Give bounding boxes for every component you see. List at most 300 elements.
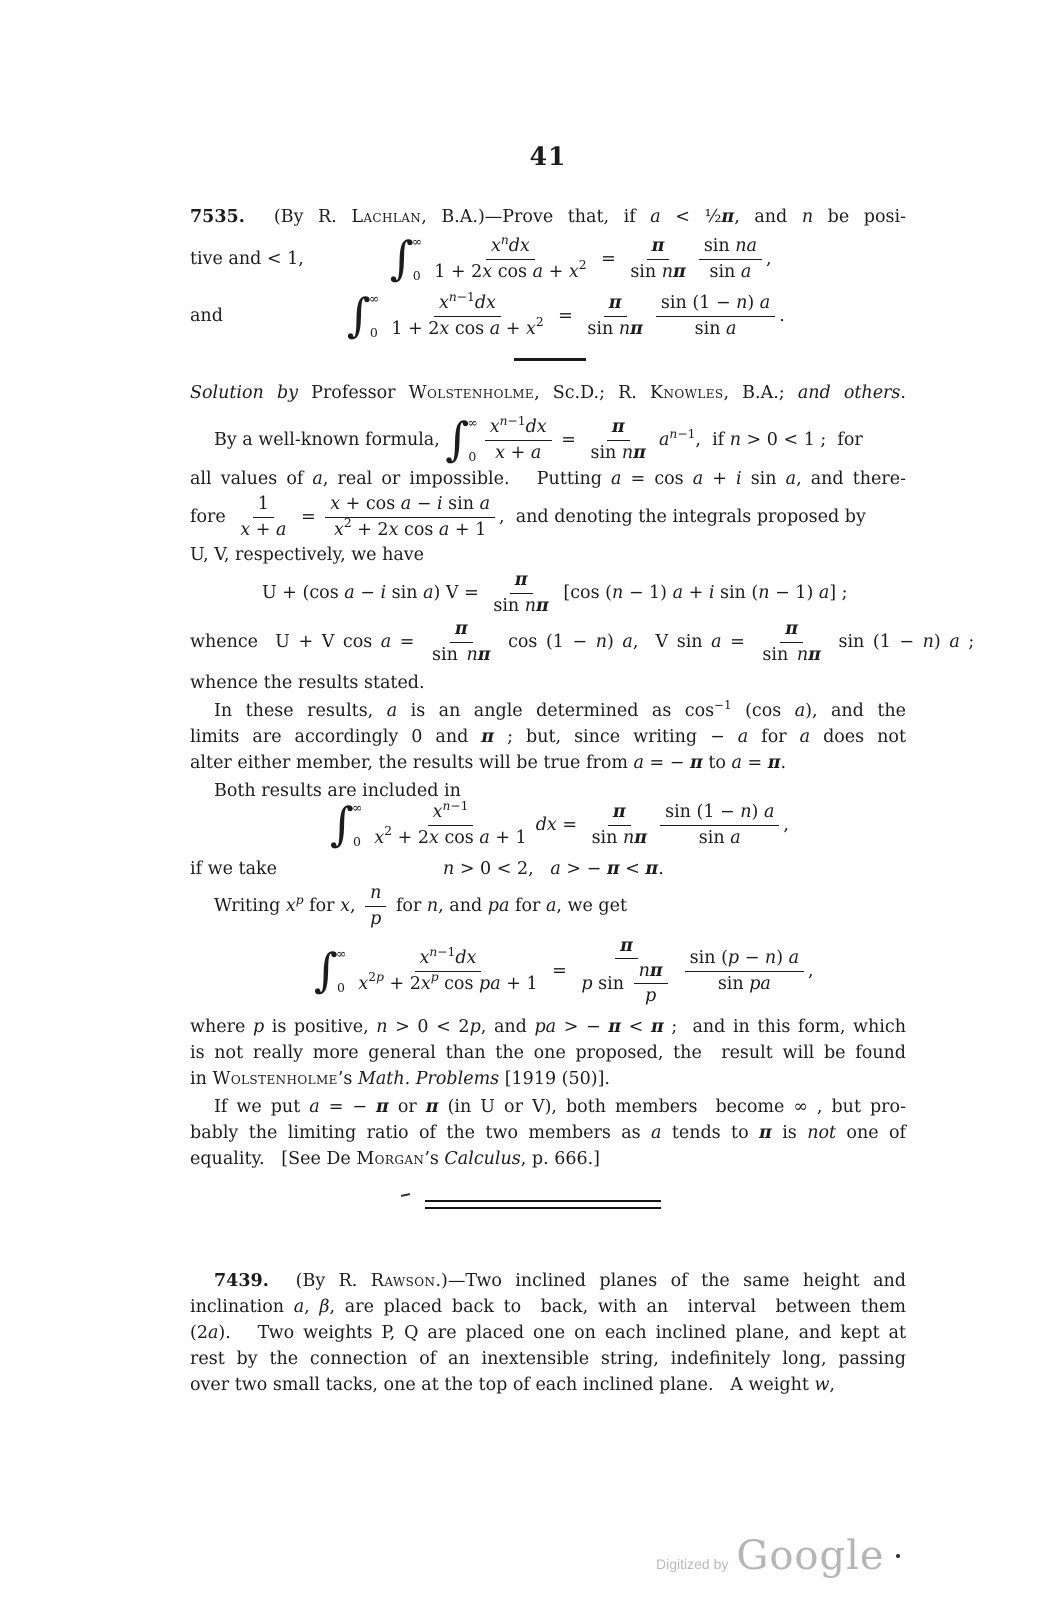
math-atom: x [495,442,506,463]
text-run: Math. Problems [357,1069,500,1089]
math-atom: a [740,261,752,282]
text-run: Knowles [649,383,724,403]
math-atom: a [726,318,737,339]
math-atom: = [595,249,622,269]
math-atom: a [759,293,771,314]
math-atom: + [683,583,709,603]
math-atom: p [370,908,382,929]
fraction [365,883,386,928]
math-atom: n [922,632,934,652]
math-atom [336,948,346,994]
math-atom: sin (1 − [829,632,923,652]
math-atom: i [708,583,715,603]
math-atom: = [552,306,579,326]
math-atom: dx [535,815,557,835]
math-atom: sin ( [714,583,759,603]
math-atom: n [429,945,438,960]
math-atom: cos [492,261,533,282]
math-atom: sin [717,973,750,994]
math-atom: −1 [437,945,456,960]
math-atom: n [796,644,809,665]
text-run: . [780,753,787,773]
section-divider-single [514,358,586,361]
math-atom: a [344,583,355,603]
text-run: n [376,1017,388,1037]
math-atom [488,594,554,616]
text-run: not [807,1123,837,1143]
digitized-by-label: Digitized by [656,1556,729,1572]
text-run: , B.A.)—Prove that, if [421,207,651,227]
para-if-we-put-line3 [190,1148,906,1170]
math-atom: sin [694,318,727,339]
math-atom: − [354,583,381,603]
math-atom: pa [749,973,771,994]
para-in-these-results-line2 [190,726,906,748]
math-atom [625,260,691,282]
formula-general-display [190,928,906,1014]
text-run: 7439. [214,1271,269,1291]
math-atom: n [466,644,478,665]
math-atom: Writing [214,896,286,916]
math-atom: = [391,632,424,652]
text-run: Wolstenholme [212,1069,338,1089]
fraction [656,293,775,338]
math-atom: + [505,442,531,463]
math-atom: sin [762,644,797,665]
solution-row-fore-fraction [190,492,906,542]
integral-sign [314,943,347,998]
math-atom [353,972,542,994]
math-atom: sin [592,973,630,994]
math-atom: π [673,261,686,282]
text-run: a [386,701,398,721]
solution-line-whence-results: whence the results stated. [190,673,425,693]
text-run: π [425,1097,439,1117]
math-atom [536,315,544,329]
math-atom [369,826,531,848]
math-atom: na [735,236,757,257]
text-run: p [469,1017,481,1037]
math-atom: π [612,802,626,823]
math-atom: x [388,519,399,540]
math-atom: a [622,632,633,652]
math-atom: π [611,417,625,438]
fraction [582,293,648,338]
text-run: Calculus [444,1149,521,1169]
math-atom [660,802,779,825]
math-atom: + [500,318,526,339]
text-run: to [702,753,732,773]
math-atom: = [546,961,573,981]
text-run: ; but, since writing − [494,727,738,747]
para-if-we-put-line1 [190,1096,906,1118]
math-atom: for [390,896,427,916]
math-atom: n [661,261,674,282]
math-atom [634,961,668,984]
math-atom: n [442,799,451,814]
math-atom [485,414,552,440]
math-atom [329,518,491,540]
text-run: In these results, [214,701,387,721]
math-atom [582,317,648,339]
problem-7535-eq2-row [190,286,906,346]
math-atom: ∫ [330,797,354,852]
math-atom [384,824,392,838]
solution-row-well-known-formula [190,412,906,468]
text-run: a [785,469,797,489]
math-atom: p [430,970,439,985]
math-atom: n [499,414,508,429]
math-atom [579,258,587,272]
formula-uv-display [190,570,906,616]
math-atom: whence U + V cos [190,632,381,652]
math-atom: sin [432,644,467,665]
math-atom [325,494,495,517]
fraction [660,802,779,847]
math-atom: x [358,973,369,994]
math-atom: 1 [257,494,269,515]
math-atom: − [411,494,437,515]
text-run: alter either member, the results will be true from [190,753,634,773]
fraction [685,948,804,993]
math-atom: π [630,318,643,339]
text-run: a [633,753,644,773]
math-atom: p [376,970,384,985]
math-atom [352,802,362,848]
text-run: a [794,701,806,721]
para-where-p-line2 [190,1042,906,1064]
math-atom: sin ( [689,948,728,969]
math-atom: n [729,430,741,450]
text-run: Rawson [370,1271,436,1291]
integral-sign [330,797,363,852]
math-atom: a [438,519,450,540]
row-writing-substitution [190,884,906,928]
fraction [757,619,826,664]
text-run: Morgan [356,1149,425,1169]
math-atom: ) [747,293,760,314]
math-atom: ) [751,802,764,823]
text-run: a [737,727,749,747]
math-atom [467,417,477,463]
math-atom: a [479,494,491,515]
math-atom: n [764,948,777,969]
text-run: w [814,1375,830,1395]
math-atom: sin [703,236,736,257]
text-run: tends to [661,1123,760,1143]
math-atom: a [730,827,741,848]
math-atom [656,293,775,316]
math-atom: ∫ [314,943,338,998]
math-atom: a [818,583,830,603]
math-atom: + [250,519,276,540]
math-atom: 2 [535,315,544,330]
math-atom: for [303,896,341,916]
integral-sign [445,412,478,467]
math-atom: By a well-known formula, [214,430,446,450]
math-atom: for [509,896,546,916]
para-in-these-results-line3 [190,752,906,774]
text-run: (in U or V), both members become ∞ , but pro- [438,1097,907,1117]
math-atom: sin [630,261,662,282]
math-atom [615,936,638,959]
math-atom: 0 [352,833,361,849]
math-atom [501,233,509,247]
problem-7439-line5 [190,1374,906,1396]
math-atom: 0 [468,448,477,464]
math-atom: x [439,293,449,314]
text-run: a [650,207,661,227]
text-run: over two small tacks, one at the top of each inclined plane. A weight [190,1375,815,1395]
math-atom: + [543,261,569,282]
integral-sign [389,231,423,286]
fraction [485,414,552,463]
math-atom: n [595,632,608,652]
text-run: < [621,1017,651,1037]
math-atom: π [633,442,646,463]
math-atom: 1 + 2 [391,318,440,339]
math-atom [510,570,533,593]
text-run: π [767,753,781,773]
fraction [625,236,691,281]
math-atom: −1 [450,799,469,814]
math-atom: + 2 [383,973,421,994]
math-atom: ] ; [829,583,848,603]
digitization-watermark [656,1533,885,1579]
math-atom: sin [587,318,619,339]
problem-7535-eq1-row [190,228,906,290]
math-atom [604,293,627,316]
math-atom [235,518,291,540]
fraction [488,570,554,615]
math-atom: ∞ [368,291,380,306]
math-atom [490,441,546,463]
math-atom: n [370,883,382,904]
math-atom: n [426,896,439,916]
math-atom: + 2 [392,827,429,848]
text-run: ). Two weights P, Q are placed one on each inclined plane, and kept at [218,1323,906,1343]
solution-line-all-values [190,468,906,490]
math-atom: x [420,973,431,994]
math-atom: ) [933,632,950,652]
math-atom [344,516,352,530]
text-run: .)—Two inclined planes of the same height and [435,1271,906,1291]
math-atom: a [489,318,501,339]
text-run: be posi- [813,207,906,227]
text-run: n [801,207,814,227]
math-atom: a [545,896,557,916]
math-atom: + cos [340,494,401,515]
math-atom [757,643,826,665]
text-run: one of [836,1123,906,1143]
math-atom: . [658,859,664,879]
math-atom: dx [455,948,477,969]
problem-7439-line4 [190,1348,906,1370]
formula-7535-first [389,231,772,286]
math-atom: π [477,644,491,665]
math-atom: p [295,892,304,907]
text-run: + [703,469,736,489]
math-atom [486,233,535,259]
text-run: π [608,1017,622,1037]
math-atom: sin [698,827,731,848]
math-atom [685,948,804,971]
math-atom [690,317,742,339]
text-run: π [481,727,495,747]
math-atom: a [532,261,544,282]
math-atom: sin (1 − [660,293,737,314]
para-if-we-put-line2 [190,1122,906,1144]
text-run: (2 [190,1323,208,1343]
math-atom: n [618,318,631,339]
math-atom [368,970,384,984]
math-atom [415,945,482,971]
if-we-take-label: if we take [190,859,277,879]
math-atom: a [658,430,670,450]
math-atom: ∫ [445,412,470,467]
text-run: for [748,727,800,747]
math-atom: ) [776,948,789,969]
math-atom: −1 [507,414,526,429]
math-atom: pa [479,973,501,994]
math-atom [669,423,695,445]
text-run: is not really more general than the one proposed, the result will be found [190,1043,906,1063]
math-atom: π [649,960,663,981]
math-atom: = [295,507,322,527]
fraction [699,236,762,281]
fraction [429,233,591,282]
math-atom [647,236,670,259]
math-atom: x [525,318,536,339]
math-atom: x [432,802,443,823]
text-run: = − [319,1097,377,1117]
math-atom: x [374,827,385,848]
math-atom [607,417,630,440]
math-atom: , V sin [632,632,712,652]
math-atom: i [380,583,387,603]
math-atom: π [651,236,665,257]
math-atom [704,260,756,282]
text-run: is an angle determined as cos [397,701,715,721]
math-atom: π [620,935,633,956]
para-in-these-results-line1 [190,700,906,722]
math-atom: a [423,583,434,603]
fraction [235,494,291,539]
page-number: 41 [529,142,567,171]
math-atom: x [285,896,296,916]
math-atom: sin [386,583,424,603]
math-atom: ∞ [467,415,478,430]
fraction [634,961,668,1006]
text-run: = − [643,753,690,773]
math-atom: sin (1 − [665,802,741,823]
text-run: , and there- [796,469,906,489]
math-atom: n [740,802,752,823]
math-atom: −1 [677,426,696,441]
math-atom: [cos ( [557,583,612,603]
if-we-take-row [190,858,906,880]
fraction [325,494,495,539]
text-run: a [651,1123,662,1143]
math-atom: ∞ [411,234,423,249]
math-atom: − [739,948,765,969]
math-atom: p [581,973,593,994]
math-atom: , and denoting the integrals proposed by [499,507,866,527]
math-atom: 1 + 2 [434,261,483,282]
math-atom: x [490,236,501,257]
math-atom: ) [607,632,623,652]
math-atom: , [808,961,814,981]
text-run: a [293,1297,305,1317]
text-run: a [207,1323,219,1343]
math-atom: n [623,827,635,848]
text-run: , real or impossible. Putting [322,469,612,489]
if-we-take-conditions [443,858,664,880]
math-atom [412,236,422,282]
math-atom: π [608,293,622,314]
math-atom [780,619,803,642]
text-run: does not [810,727,906,747]
math-atom [434,290,501,316]
text-run: π [376,1097,389,1117]
text-run: ), and the [805,701,906,721]
text-run: ’s [337,1069,358,1089]
problem-7439-line3 [190,1322,906,1344]
math-atom: π [634,827,648,848]
math-atom: a [763,802,775,823]
math-atom: ∫ [346,288,371,343]
math-atom: 2 [384,824,393,839]
math-atom [694,826,746,848]
math-atom: + 1 [500,973,538,994]
math-atom: x [568,261,579,282]
text-run: , and [734,207,802,227]
math-atom: , [765,249,772,269]
formula-whence-row [190,618,975,666]
math-atom: − 1) [769,583,819,603]
text-run: (cos [731,701,795,721]
text-run: = cos [621,469,693,489]
fraction [369,799,531,848]
solution-line-both-results: Both results are included in [214,781,461,801]
text-run: 7535. [190,207,245,227]
text-run: Solution by [190,383,312,403]
math-atom: n [638,960,650,981]
math-atom: sin [591,827,623,848]
scan-artifact-dot [896,1554,900,1558]
para-where-p-line3 [190,1068,906,1090]
google-logo: Google [736,1533,885,1579]
math-atom: cos [438,973,480,994]
problem-7535-line1 [190,206,906,228]
solution-line-uv: U, V, respectively, we have [190,545,425,565]
text-run: , [304,1297,320,1317]
math-atom: > − [560,859,607,879]
math-atom: sin [493,595,525,616]
math-atom [369,293,379,339]
math-atom [253,494,274,517]
math-atom: sin [590,442,622,463]
math-atom: n [758,583,770,603]
math-atom: 2 [578,258,587,273]
math-atom [576,959,676,1006]
para-where-p-line1 [190,1016,906,1038]
text-run: a [799,727,811,747]
math-atom: π [785,619,799,640]
fraction [386,290,548,339]
text-run: a [692,469,704,489]
text-run: all values of [190,469,313,489]
